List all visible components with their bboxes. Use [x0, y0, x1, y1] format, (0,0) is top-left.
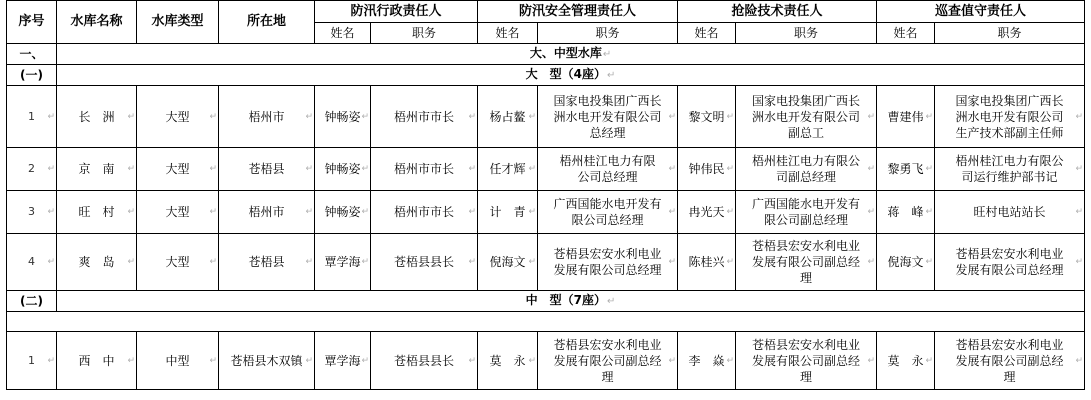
- paragraph-mark: ↵: [47, 207, 55, 217]
- paragraph-mark: ↵: [668, 111, 677, 122]
- patrol-name-text: 蒋 峰: [887, 205, 924, 219]
- seq-text: 1: [28, 353, 35, 367]
- tech-name-text: 陈桂兴: [688, 255, 725, 269]
- tech-name-cell: [678, 332, 736, 390]
- safety-name-text: 倪海文: [489, 255, 526, 269]
- paragraph-mark: ↵: [127, 257, 135, 267]
- paragraph-mark: ↵: [925, 207, 934, 217]
- admin-title-cell: [371, 332, 478, 390]
- paragraph-mark: ↵: [726, 207, 735, 217]
- title-line: 洲水电开发有限公司: [553, 109, 662, 124]
- sub-header-title: 职务: [736, 23, 877, 44]
- paragraph-mark: ↵: [127, 111, 135, 122]
- tech-name-cell: [678, 86, 736, 148]
- sub-header-title: 职务: [371, 23, 478, 44]
- paragraph-mark: ↵: [47, 257, 55, 267]
- table-row: [7, 86, 1085, 148]
- section-number: (一): [7, 65, 57, 86]
- paragraph-mark: ↵: [925, 257, 934, 267]
- sub-header-name: 姓名: [315, 23, 371, 44]
- title-line: 广西国能水电开发有: [553, 197, 662, 211]
- paragraph-mark: ↵: [47, 111, 55, 122]
- paragraph-mark: ↵: [726, 164, 735, 174]
- admin-name-cell: [315, 234, 371, 291]
- seq-text: 4: [28, 255, 35, 268]
- seq-text: 2: [28, 162, 35, 175]
- admin-title-text: 梧州市市长: [394, 162, 455, 176]
- patrol-title-cell: [935, 191, 1085, 234]
- patrol-name-cell: [877, 191, 935, 234]
- tech-name-cell: [678, 234, 736, 291]
- section-row-2: [7, 65, 1085, 86]
- paragraph-mark: ↵: [867, 257, 876, 267]
- location-text: 梧州市: [248, 205, 285, 219]
- patrol-name-cell: [877, 86, 935, 148]
- tech-name-text: 黎文明: [688, 109, 725, 124]
- seq-cell: [7, 332, 57, 390]
- title-line: 苍梧县宏安水利电业: [752, 337, 861, 352]
- paragraph-mark: ↵: [668, 207, 677, 217]
- paragraph-mark: ↵: [668, 257, 677, 267]
- section-label: 中 型（7座）↵: [57, 291, 1085, 312]
- tech-title-cell: [736, 86, 877, 148]
- seq-cell: [7, 148, 57, 191]
- reservoir-type-cell: [137, 86, 219, 148]
- paragraph-mark: ↵: [668, 355, 677, 366]
- title-line: 洲水电开发有限公司: [752, 109, 861, 124]
- paragraph-mark: ↵: [1075, 257, 1084, 267]
- paragraph-mark: ↵: [528, 207, 537, 217]
- paragraph-mark: ↵: [867, 207, 876, 217]
- title-line: 苍梧县宏安水利电业: [955, 337, 1064, 352]
- title-line: 苍梧县宏安水利电业: [553, 337, 662, 352]
- col-header-location: 所在地: [219, 1, 315, 44]
- group-header-safety: 防汛安全管理责任人: [478, 1, 678, 23]
- paragraph-mark: ↵: [127, 355, 135, 366]
- tech-name-text: 李 焱: [688, 353, 725, 368]
- reservoir-type-cell: [137, 234, 219, 291]
- paragraph-mark: ↵: [209, 257, 217, 267]
- safety-name-cell: [478, 148, 538, 191]
- table-row: [7, 191, 1085, 234]
- seq-cell: [7, 86, 57, 148]
- paragraph-mark: ↵: [925, 355, 934, 366]
- title-line: 理: [1003, 369, 1016, 384]
- admin-name-text: 钟畅姿: [324, 162, 361, 176]
- safety-name-cell: [478, 86, 538, 148]
- paragraph-mark: ↵: [305, 257, 313, 267]
- location-text: 苍梧县: [248, 162, 285, 176]
- title-line: 梧州桂江电力有限: [559, 154, 656, 168]
- title-line: 洲水电开发有限公司: [955, 109, 1064, 124]
- sub-header-name: 姓名: [478, 23, 538, 44]
- title-line: 限公司副总经理: [764, 213, 849, 227]
- seq-cell: [7, 234, 57, 291]
- patrol-name-text: 莫 永: [887, 353, 924, 368]
- safety-name-cell: [478, 234, 538, 291]
- title-line: 司运行维护部书记: [961, 170, 1058, 184]
- paragraph-mark: ↵: [209, 207, 217, 217]
- tech-title-cell: [736, 234, 877, 291]
- admin-title-text: 苍梧县县长: [394, 353, 455, 368]
- section-label: 大、中型水库↵: [57, 44, 1085, 65]
- safety-title-cell: [538, 148, 678, 191]
- location-text: 苍梧县木双镇: [230, 353, 303, 368]
- spacer-cell: [7, 312, 1085, 332]
- patrol-name-cell: [877, 148, 935, 191]
- col-header-seq: 序号: [7, 1, 57, 44]
- title-line: 生产技术部副主任师: [955, 125, 1064, 140]
- tech-name-text: 冉光天: [688, 205, 725, 219]
- reservoir-type-text: 大型: [165, 205, 190, 219]
- seq-cell: [7, 191, 57, 234]
- paragraph-mark: ↵: [925, 111, 934, 122]
- paragraph-mark: ↵: [47, 164, 55, 174]
- paragraph-mark: ↵: [361, 111, 369, 122]
- patrol-title-cell: [935, 86, 1085, 148]
- paragraph-mark: ↵: [305, 207, 313, 217]
- patrol-name-cell: [877, 332, 935, 390]
- title-line: 国家电投集团广西长: [752, 93, 861, 108]
- tech-title-cell: [736, 148, 877, 191]
- sub-header-title: 职务: [935, 23, 1085, 44]
- title-line: 公司总经理: [577, 170, 638, 184]
- admin-title-cell: [371, 234, 478, 291]
- safety-title-cell: [538, 191, 678, 234]
- reservoir-name-text: 西 中: [78, 353, 115, 368]
- col-header-type: 水库类型: [137, 1, 219, 44]
- paragraph-mark: ↵: [468, 257, 477, 267]
- safety-name-text: 莫 永: [489, 353, 526, 368]
- title-line: 苍梧县宏安水利电业: [553, 247, 662, 261]
- paragraph-mark: ↵: [305, 164, 313, 174]
- reservoir-name-cell: [57, 234, 137, 291]
- paragraph-mark: ↵: [468, 111, 477, 122]
- location-cell: [219, 86, 315, 148]
- paragraph-mark: ↵: [361, 257, 369, 267]
- section-number: 一、: [7, 44, 57, 65]
- admin-name-cell: [315, 332, 371, 390]
- title-line: 司副总经理: [776, 170, 837, 184]
- paragraph-mark: ↵: [468, 355, 477, 366]
- paragraph-mark: ↵: [1075, 355, 1084, 366]
- title-line: 国家电投集团广西长: [955, 93, 1064, 108]
- title-line: 苍梧县宏安水利电业: [752, 239, 861, 253]
- reservoir-name-cell: [57, 86, 137, 148]
- title-line: 副总工: [788, 125, 825, 140]
- admin-name-cell: [315, 86, 371, 148]
- reservoir-type-text: 大型: [165, 255, 190, 269]
- paragraph-mark: ↵: [867, 111, 876, 122]
- admin-title-cell: [371, 191, 478, 234]
- location-cell: [219, 148, 315, 191]
- paragraph-mark: ↵: [209, 355, 217, 366]
- paragraph-mark: ↵: [528, 164, 537, 174]
- paragraph-mark: ↵: [726, 111, 735, 122]
- patrol-title-cell: [935, 332, 1085, 390]
- tech-name-text: 钟伟民: [688, 162, 725, 176]
- section-row-1: [7, 44, 1085, 65]
- sub-header-name: 姓名: [678, 23, 736, 44]
- title-line: 发展有限公司副总经: [752, 353, 861, 368]
- safety-title-cell: [538, 86, 678, 148]
- paragraph-mark: ↵: [925, 164, 934, 174]
- paragraph-mark: ↵: [361, 355, 369, 366]
- reservoir-name-cell: [57, 148, 137, 191]
- sub-header-name: 姓名: [877, 23, 935, 44]
- title-line: 梧州桂江电力有限公: [955, 154, 1064, 168]
- reservoir-name-text: 旺 村: [78, 205, 115, 219]
- title-line: 广西国能水电开发有: [752, 197, 861, 211]
- paragraph-mark: ↵: [127, 164, 135, 174]
- title-line: 梧州桂江电力有限公: [752, 154, 861, 168]
- reservoir-responsibility-table: [6, 0, 1085, 390]
- paragraph-mark: ↵: [528, 257, 537, 267]
- paragraph-mark: ↵: [1075, 207, 1084, 217]
- table-row: [7, 234, 1085, 291]
- reservoir-name-text: 爽 岛: [78, 255, 115, 269]
- patrol-name-text: 倪海文: [887, 255, 924, 269]
- paragraph-mark: ↵: [468, 207, 477, 217]
- reservoir-type-cell: [137, 191, 219, 234]
- reservoir-name-cell: [57, 191, 137, 234]
- reservoir-name-text: 京 南: [78, 162, 115, 176]
- title-line: 理: [800, 271, 813, 285]
- title-line: 发展有限公司副总经: [752, 255, 861, 269]
- admin-name-cell: [315, 148, 371, 191]
- title-line: 发展有限公司副总经: [955, 353, 1064, 368]
- title-line: 理: [800, 369, 813, 384]
- spacer-row: [7, 312, 1085, 332]
- admin-title-cell: [371, 86, 478, 148]
- safety-name-text: 任才辉: [489, 162, 526, 176]
- patrol-name-text: 黎勇飞: [887, 162, 924, 176]
- col-header-name: 水库名称: [57, 1, 137, 44]
- group-header-patrol: 巡查值守责任人: [877, 1, 1085, 23]
- paragraph-mark: ↵: [209, 164, 217, 174]
- paragraph-mark: ↵: [867, 164, 876, 174]
- title-line: 国家电投集团广西长: [553, 93, 662, 108]
- reservoir-type-text: 大型: [165, 162, 190, 176]
- admin-title-text: 梧州市市长: [394, 109, 455, 124]
- paragraph-mark: ↵: [305, 111, 313, 122]
- safety-name-cell: [478, 191, 538, 234]
- paragraph-mark: ↵: [528, 111, 537, 122]
- patrol-title-cell: [935, 234, 1085, 291]
- paragraph-mark: ↵: [209, 111, 217, 122]
- admin-title-text: 苍梧县县长: [394, 255, 455, 269]
- sub-header-title: 职务: [538, 23, 678, 44]
- paragraph-mark: ↵: [468, 164, 477, 174]
- paragraph-mark: ↵: [726, 257, 735, 267]
- header-row-1: [7, 1, 1085, 23]
- section-row-3: [7, 291, 1085, 312]
- reservoir-type-cell: [137, 148, 219, 191]
- tech-title-cell: [736, 191, 877, 234]
- reservoir-type-text: 大型: [165, 109, 190, 124]
- title-line: 发展有限公司总经理: [955, 263, 1064, 277]
- location-cell: [219, 191, 315, 234]
- admin-name-text: 覃学海: [324, 255, 361, 269]
- reservoir-name-cell: [57, 332, 137, 390]
- title-line: 理: [601, 369, 614, 384]
- admin-name-text: 钟畅姿: [324, 109, 361, 124]
- paragraph-mark: ↵: [867, 355, 876, 366]
- paragraph-mark: ↵: [668, 164, 677, 174]
- safety-name-text: 杨占鳌: [489, 109, 526, 124]
- patrol-title-cell: [935, 148, 1085, 191]
- admin-name-text: 钟畅姿: [324, 205, 361, 219]
- tech-name-cell: [678, 148, 736, 191]
- title-line: 发展有限公司总经理: [553, 263, 662, 277]
- group-header-tech: 抢险技术责任人: [678, 1, 877, 23]
- paragraph-mark: ↵: [127, 207, 135, 217]
- document-page: [6, 0, 1086, 400]
- reservoir-name-text: 长 洲: [78, 109, 115, 124]
- patrol-name-text: 曹建伟: [887, 109, 924, 124]
- admin-name-cell: [315, 191, 371, 234]
- title-line: 限公司总经理: [571, 213, 644, 227]
- paragraph-mark: ↵: [47, 355, 55, 366]
- paragraph-mark: ↵: [1075, 164, 1084, 174]
- patrol-name-cell: [877, 234, 935, 291]
- title-line: 苍梧县宏安水利电业: [955, 247, 1064, 261]
- paragraph-mark: ↵: [1075, 111, 1084, 122]
- location-cell: [219, 332, 315, 390]
- location-cell: [219, 234, 315, 291]
- section-label: 大 型（4座）↵: [57, 65, 1085, 86]
- paragraph-mark: ↵: [361, 164, 369, 174]
- safety-title-cell: [538, 332, 678, 390]
- table-row: [7, 332, 1085, 390]
- title-line: 发展有限公司副总经: [553, 353, 662, 368]
- safety-name-cell: [478, 332, 538, 390]
- seq-text: 1: [28, 109, 35, 123]
- title-line: 旺村电站站长: [973, 205, 1046, 219]
- location-text: 梧州市: [248, 109, 285, 124]
- group-header-admin: 防汛行政责任人: [315, 1, 478, 23]
- admin-name-text: 覃学海: [324, 353, 361, 368]
- admin-title-text: 梧州市市长: [394, 205, 455, 219]
- tech-name-cell: [678, 191, 736, 234]
- seq-text: 3: [28, 205, 35, 218]
- safety-name-text: 计 青: [489, 205, 526, 219]
- paragraph-mark: ↵: [528, 355, 537, 366]
- paragraph-mark: ↵: [361, 207, 369, 217]
- paragraph-mark: ↵: [726, 355, 735, 366]
- table-row: [7, 148, 1085, 191]
- paragraph-mark: ↵: [305, 355, 313, 366]
- location-text: 苍梧县: [248, 255, 285, 269]
- title-line: 总经理: [589, 125, 626, 140]
- reservoir-type-cell: [137, 332, 219, 390]
- section-number: (二): [7, 291, 57, 312]
- tech-title-cell: [736, 332, 877, 390]
- safety-title-cell: [538, 234, 678, 291]
- admin-title-cell: [371, 148, 478, 191]
- reservoir-type-text: 中型: [165, 353, 190, 368]
